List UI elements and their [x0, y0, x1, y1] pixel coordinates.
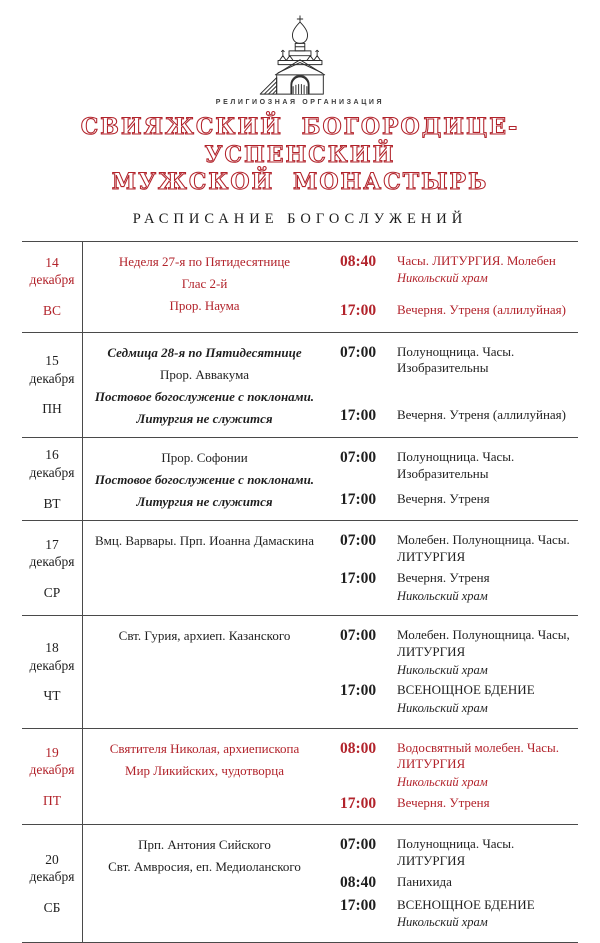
- service-entry: [340, 302, 574, 321]
- service-entry: [340, 836, 574, 870]
- service-time: 07:00: [340, 627, 377, 645]
- service-text: Панихида: [397, 873, 452, 889]
- services-cell: [326, 825, 578, 942]
- service-body: [390, 491, 490, 508]
- schedule-row: [22, 521, 578, 616]
- church-note: Никольский храм: [397, 775, 488, 790]
- description-line: Свт. Гурия, архиеп. Казанского: [118, 628, 291, 644]
- service-body: [390, 740, 574, 791]
- service-body: [390, 449, 574, 483]
- date-month: декабря: [29, 657, 75, 673]
- description-line: Святителя Николая, архиепископа: [109, 740, 300, 756]
- church-icon: [252, 14, 348, 96]
- weekday-label: ПН: [42, 401, 62, 417]
- title-line2: МУЖСКОЙ МОНАСТЫРЬ: [111, 169, 489, 195]
- service-body: [390, 627, 574, 678]
- service-body: [390, 532, 574, 566]
- service-time: 17:00: [340, 794, 377, 812]
- service-time: 08:00: [340, 739, 377, 757]
- services-cell: [326, 438, 578, 520]
- description-line: Прор. Аввакума: [159, 366, 250, 382]
- service-entry: [340, 344, 574, 378]
- date-month: декабря: [29, 554, 75, 570]
- description-line: Прп. Антония Сийского: [138, 837, 271, 853]
- service-body: [390, 682, 535, 716]
- service-text: ВСЕНОЩНОЕ БДЕНИЕ: [397, 896, 535, 912]
- date-day: 19: [45, 744, 59, 760]
- date-month: декабря: [29, 370, 75, 386]
- service-body: [390, 874, 452, 891]
- weekday-label: ВТ: [43, 495, 61, 511]
- feast-description: [83, 438, 326, 520]
- service-text: ВСЕНОЩНОЕ БДЕНИЕ: [397, 682, 535, 698]
- date-day: 20: [45, 851, 59, 867]
- church-note: Никольский храм: [397, 701, 488, 716]
- feast-description: [83, 729, 326, 825]
- description-line: Прор. Софонии: [161, 450, 248, 466]
- date-month: декабря: [29, 762, 75, 778]
- date-month: декабря: [29, 272, 75, 288]
- title-line1: СВИЯЖСКИЙ БОГОРОДИЦЕ-УСПЕНСКИЙ: [80, 114, 520, 168]
- service-entry: [340, 795, 574, 814]
- church-note: Никольский храм: [397, 663, 488, 678]
- date-day: 16: [45, 447, 59, 463]
- weekday-label: ВС: [42, 302, 61, 318]
- schedule-row: [22, 616, 578, 728]
- date-label: [29, 851, 74, 886]
- service-text: Полунощница. Часы. Изобразительны: [397, 343, 515, 376]
- weekday-label: ЧТ: [43, 688, 61, 704]
- schedule-row: [22, 729, 578, 826]
- description-line: Литургия не служится: [136, 494, 273, 510]
- description-line: Постовое богослужение с поклонами.: [94, 388, 315, 404]
- date-cell: [22, 521, 83, 615]
- description-line: Седмица 28-я по Пятидесятнице: [107, 344, 302, 360]
- feast-description: [83, 521, 326, 615]
- date-cell: [22, 242, 83, 332]
- schedule-table: [22, 241, 578, 943]
- service-time: 07:00: [340, 532, 377, 550]
- service-entry: [340, 897, 574, 931]
- weekday-label: ПТ: [43, 792, 61, 808]
- org-label: РЕЛИГИОЗНАЯ ОРГАНИЗАЦИЯ: [215, 99, 385, 106]
- service-text: Полунощница. Часы. Изобразительны: [397, 449, 515, 481]
- description-line: Литургия не служится: [136, 410, 273, 426]
- description-line: Свт. Амвросия, еп. Медиоланского: [108, 859, 301, 875]
- service-entry: [340, 407, 574, 426]
- feast-description: [83, 242, 326, 332]
- feast-description: [83, 333, 326, 438]
- date-day: 14: [45, 254, 59, 270]
- church-note: Никольский храм: [397, 589, 488, 604]
- service-entry: [340, 874, 574, 893]
- service-entry: [340, 627, 574, 678]
- service-body: [390, 407, 566, 424]
- service-body: [390, 795, 490, 812]
- feast-description: [83, 825, 326, 942]
- description-line: Постовое богослужение с поклонами.: [94, 472, 315, 488]
- service-time: 07:00: [340, 836, 377, 854]
- service-time: 17:00: [340, 301, 377, 319]
- service-entry: [340, 682, 574, 716]
- services-cell: [326, 242, 578, 332]
- services-cell: [326, 616, 578, 727]
- service-time: 17:00: [340, 490, 377, 508]
- date-cell: [22, 729, 83, 825]
- service-time: 08:40: [340, 252, 377, 270]
- service-entry: [340, 740, 574, 791]
- schedule-heading: РАСПИСАНИЕ БОГОСЛУЖЕНИЙ: [132, 210, 468, 227]
- schedule-row: [22, 438, 578, 521]
- date-day: 18: [45, 640, 59, 656]
- date-label: [29, 639, 74, 674]
- feast-description: [83, 616, 326, 727]
- date-label: [29, 536, 74, 571]
- weekday-label: СБ: [43, 899, 61, 915]
- service-time: 07:00: [340, 343, 377, 361]
- service-time: 07:00: [340, 449, 377, 467]
- service-body: [390, 836, 574, 870]
- service-text: Вечерня. Утреня (аллилуйная): [397, 407, 566, 423]
- date-month: декабря: [29, 869, 75, 885]
- description-line: Мир Ликийских, чудотворца: [125, 762, 284, 778]
- service-time: 08:40: [340, 873, 377, 891]
- service-body: [390, 570, 490, 604]
- date-month: декабря: [29, 465, 75, 480]
- date-label: [29, 744, 74, 779]
- service-text: Молебен. Полунощница. Часы. ЛИТУРГИЯ: [397, 532, 570, 565]
- service-entry: [340, 491, 574, 510]
- service-body: [390, 897, 535, 931]
- service-body: [390, 344, 574, 378]
- date-label: [29, 446, 74, 481]
- description-line: Вмц. Варвары. Прп. Иоанна Дамаскина: [94, 533, 315, 549]
- weekday-label: СР: [43, 584, 61, 600]
- church-note: Никольский храм: [397, 915, 488, 930]
- services-cell: [326, 729, 578, 825]
- service-text: Вечерня. Утреня: [397, 794, 490, 810]
- service-text: Вечерня. Утреня: [397, 490, 490, 506]
- service-body: [390, 253, 556, 287]
- services-cell: [326, 521, 578, 615]
- schedule-row: [22, 333, 578, 439]
- date-cell: [22, 616, 83, 727]
- monastery-logo: [0, 0, 600, 96]
- service-time: 17:00: [340, 407, 377, 425]
- service-body: [390, 302, 566, 319]
- date-day: 15: [45, 352, 59, 368]
- services-cell: [326, 333, 578, 438]
- date-label: [29, 352, 74, 387]
- service-entry: [340, 253, 574, 287]
- service-text: Вечерня. Утреня: [397, 570, 490, 586]
- service-text: Молебен. Полунощница. Часы, ЛИТУРГИЯ: [397, 627, 570, 660]
- service-text: Полунощница. Часы. ЛИТУРГИЯ: [397, 836, 515, 869]
- schedule-row: [22, 242, 578, 333]
- description-line: Глас 2-й: [181, 275, 228, 291]
- service-time: 17:00: [340, 570, 377, 588]
- service-entry: [340, 570, 574, 604]
- service-text: Часы. ЛИТУРГИЯ. Молебен: [397, 252, 556, 268]
- church-note: Никольский храм: [397, 271, 488, 286]
- service-entry: [340, 449, 574, 483]
- schedule-row: [22, 825, 578, 943]
- service-time: 17:00: [340, 682, 377, 700]
- date-cell: [22, 333, 83, 438]
- service-text: Водосвятный молебен. Часы. ЛИТУРГИЯ: [397, 739, 559, 772]
- date-cell: [22, 825, 83, 942]
- monastery-title: [0, 114, 600, 197]
- date-cell: [22, 438, 83, 520]
- service-text: Вечерня. Утреня (аллилуйная): [397, 301, 566, 317]
- date-label: [29, 254, 74, 289]
- date-day: 17: [45, 536, 59, 552]
- service-entry: [340, 532, 574, 566]
- description-line: Прор. Наума: [169, 297, 240, 313]
- service-time: 17:00: [340, 896, 377, 914]
- description-line: Неделя 27-я по Пятидесятнице: [118, 253, 291, 269]
